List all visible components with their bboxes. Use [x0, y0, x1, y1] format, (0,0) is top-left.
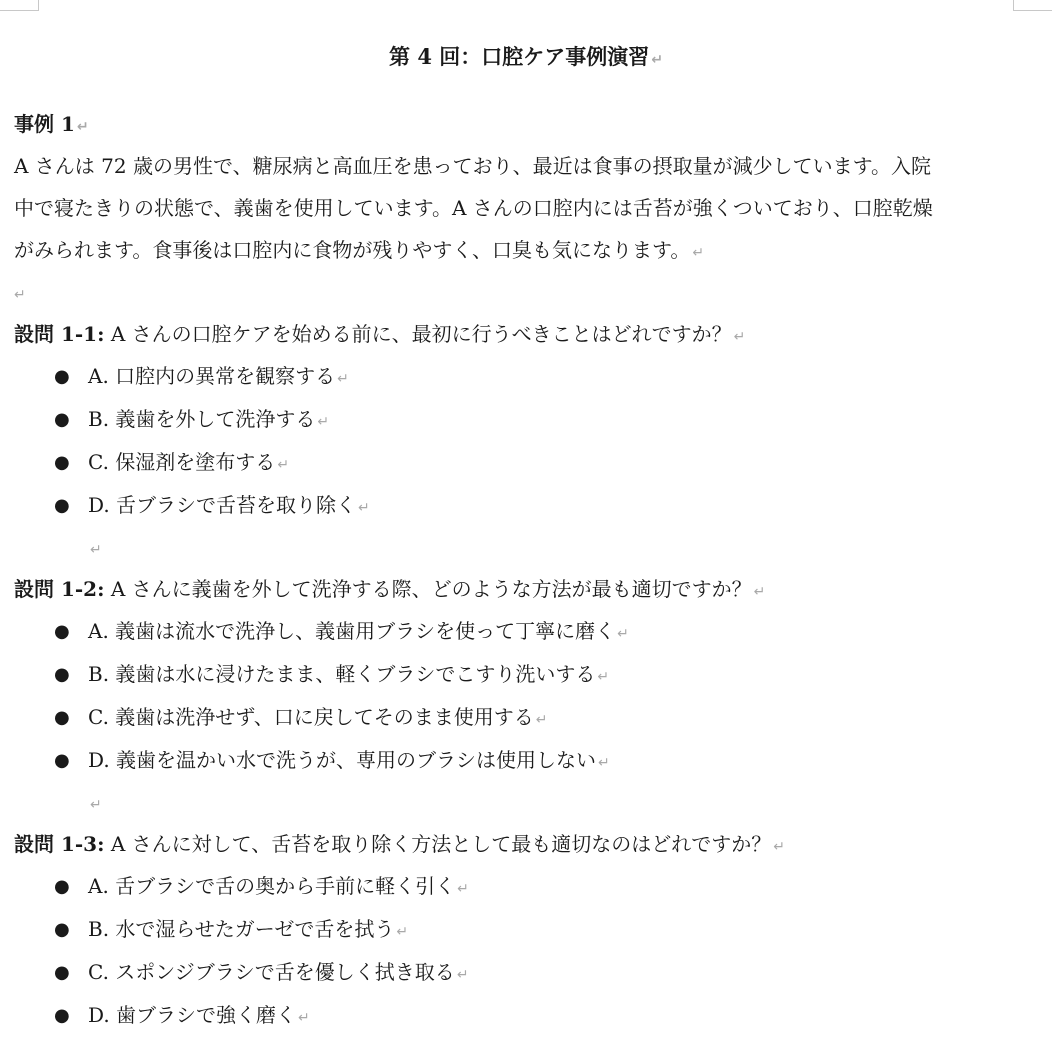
question-label: 設問 1-2:	[14, 577, 105, 601]
option-item	[14, 484, 1014, 527]
paragraph-mark: ↵	[358, 500, 370, 516]
option-text: B. 水で湿らせたガーゼで舌を拭う	[88, 917, 395, 941]
question-1-2	[14, 568, 1014, 610]
bullet-icon: ●	[54, 750, 70, 771]
paragraph-mark: ↵	[597, 669, 610, 685]
paragraph-mark: ↵	[317, 414, 330, 430]
crop-mark-right	[1013, 0, 1052, 11]
option-text: C. スポンジブラシで舌を優しく拭き取る	[88, 960, 455, 984]
case-text-line	[14, 187, 1014, 229]
case-heading-text: 事例 1	[14, 112, 75, 136]
bullet-icon: ●	[54, 962, 70, 983]
paragraph-mark: ↵	[337, 371, 349, 387]
paragraph-mark: ↵	[651, 52, 663, 68]
paragraph-mark: ↵	[90, 797, 102, 813]
paragraph-mark: ↵	[733, 329, 746, 345]
bullet-icon: ●	[54, 707, 70, 728]
paragraph-mark: ↵	[773, 839, 785, 855]
empty-list-paragraph	[14, 782, 1014, 823]
bullet-icon: ●	[54, 495, 70, 516]
bullet-icon: ●	[54, 621, 70, 642]
option-item	[14, 696, 1014, 739]
option-item	[14, 865, 1014, 908]
option-item	[14, 653, 1014, 696]
empty-list-paragraph	[14, 527, 1014, 568]
case-text: 中で寝たきりの状態で、義歯を使用しています。A さんの口腔内には舌苔が強くついており、口腔乾燥	[14, 196, 933, 220]
option-item	[14, 908, 1014, 951]
option-item	[14, 398, 1014, 441]
paragraph-mark: ↵	[753, 584, 766, 600]
paragraph-mark: ↵	[457, 881, 469, 897]
option-item	[14, 355, 1014, 398]
option-text: A. 口腔内の異常を観察する	[88, 364, 336, 388]
paragraph-mark: ↵	[598, 755, 610, 771]
bullet-icon: ●	[54, 366, 70, 387]
question-1-1	[14, 313, 1014, 355]
document-body	[14, 103, 1014, 1037]
paragraph-mark: ↵	[298, 1010, 310, 1026]
question-text: A さんに対して、舌苔を取り除く方法として最も適切なのはどれですか？	[104, 832, 772, 856]
option-item	[14, 441, 1014, 484]
option-text: B. 義歯を外して洗浄する	[88, 407, 316, 431]
option-item	[14, 951, 1014, 994]
bullet-icon: ●	[54, 1005, 70, 1026]
option-text: B. 義歯は水に浸けたまま、軽くブラシでこすり洗いする	[88, 662, 596, 686]
bullet-icon: ●	[54, 452, 70, 473]
bullet-icon: ●	[54, 876, 70, 897]
option-text: A. 舌ブラシで舌の奥から手前に軽く引く	[88, 874, 456, 898]
option-text: A. 義歯は流水で洗浄し、義歯用ブラシを使って丁寧に磨く	[88, 619, 616, 643]
empty-paragraph	[14, 271, 1014, 313]
bullet-icon: ●	[54, 664, 70, 685]
question-text: A さんの口腔ケアを始める前に、最初に行うべきことはどれですか？	[104, 322, 732, 346]
option-item	[14, 739, 1014, 782]
question-label: 設問 1-1:	[14, 322, 105, 346]
option-text: C. 保湿剤を塗布する	[88, 450, 276, 474]
question-text: A さんに義歯を外して洗浄する際、どのような方法が最も適切ですか？	[104, 577, 752, 601]
option-text: D. 歯ブラシで強く磨く	[88, 1003, 297, 1027]
paragraph-mark: ↵	[277, 457, 290, 473]
case-text: A さんは 72 歳の男性で、糖尿病と高血圧を患っており、最近は食事の摂取量が減少しています。入院	[14, 154, 931, 178]
question-label: 設問 1-3:	[14, 832, 105, 856]
case-text-line	[14, 145, 1014, 187]
paragraph-mark: ↵	[90, 542, 102, 558]
question-1-3	[14, 823, 1014, 865]
paragraph-mark: ↵	[14, 287, 26, 303]
document-title	[0, 40, 1052, 77]
case-heading	[14, 103, 1014, 145]
bullet-icon: ●	[54, 919, 70, 940]
case-text-line	[14, 229, 1014, 271]
paragraph-mark: ↵	[396, 924, 409, 940]
option-text: D. 舌ブラシで舌苔を取り除く	[88, 493, 357, 517]
bullet-icon: ●	[54, 409, 70, 430]
option-item	[14, 994, 1014, 1037]
paragraph-mark: ↵	[456, 967, 469, 983]
paragraph-mark: ↵	[617, 626, 629, 642]
paragraph-mark: ↵	[692, 245, 705, 261]
crop-mark-left	[0, 0, 39, 11]
option-item	[14, 610, 1014, 653]
paragraph-mark: ↵	[76, 119, 89, 135]
case-text: がみられます。食事後は口腔内に食物が残りやすく、口臭も気になります。	[14, 238, 691, 262]
paragraph-mark: ↵	[535, 712, 548, 728]
title-text: 第 4 回：口腔ケア事例演習	[389, 44, 650, 69]
option-text: D. 義歯を温かい水で洗うが、専用のブラシは使用しない	[88, 748, 597, 772]
option-text: C. 義歯は洗浄せず、口に戻してそのまま使用する	[88, 705, 534, 729]
